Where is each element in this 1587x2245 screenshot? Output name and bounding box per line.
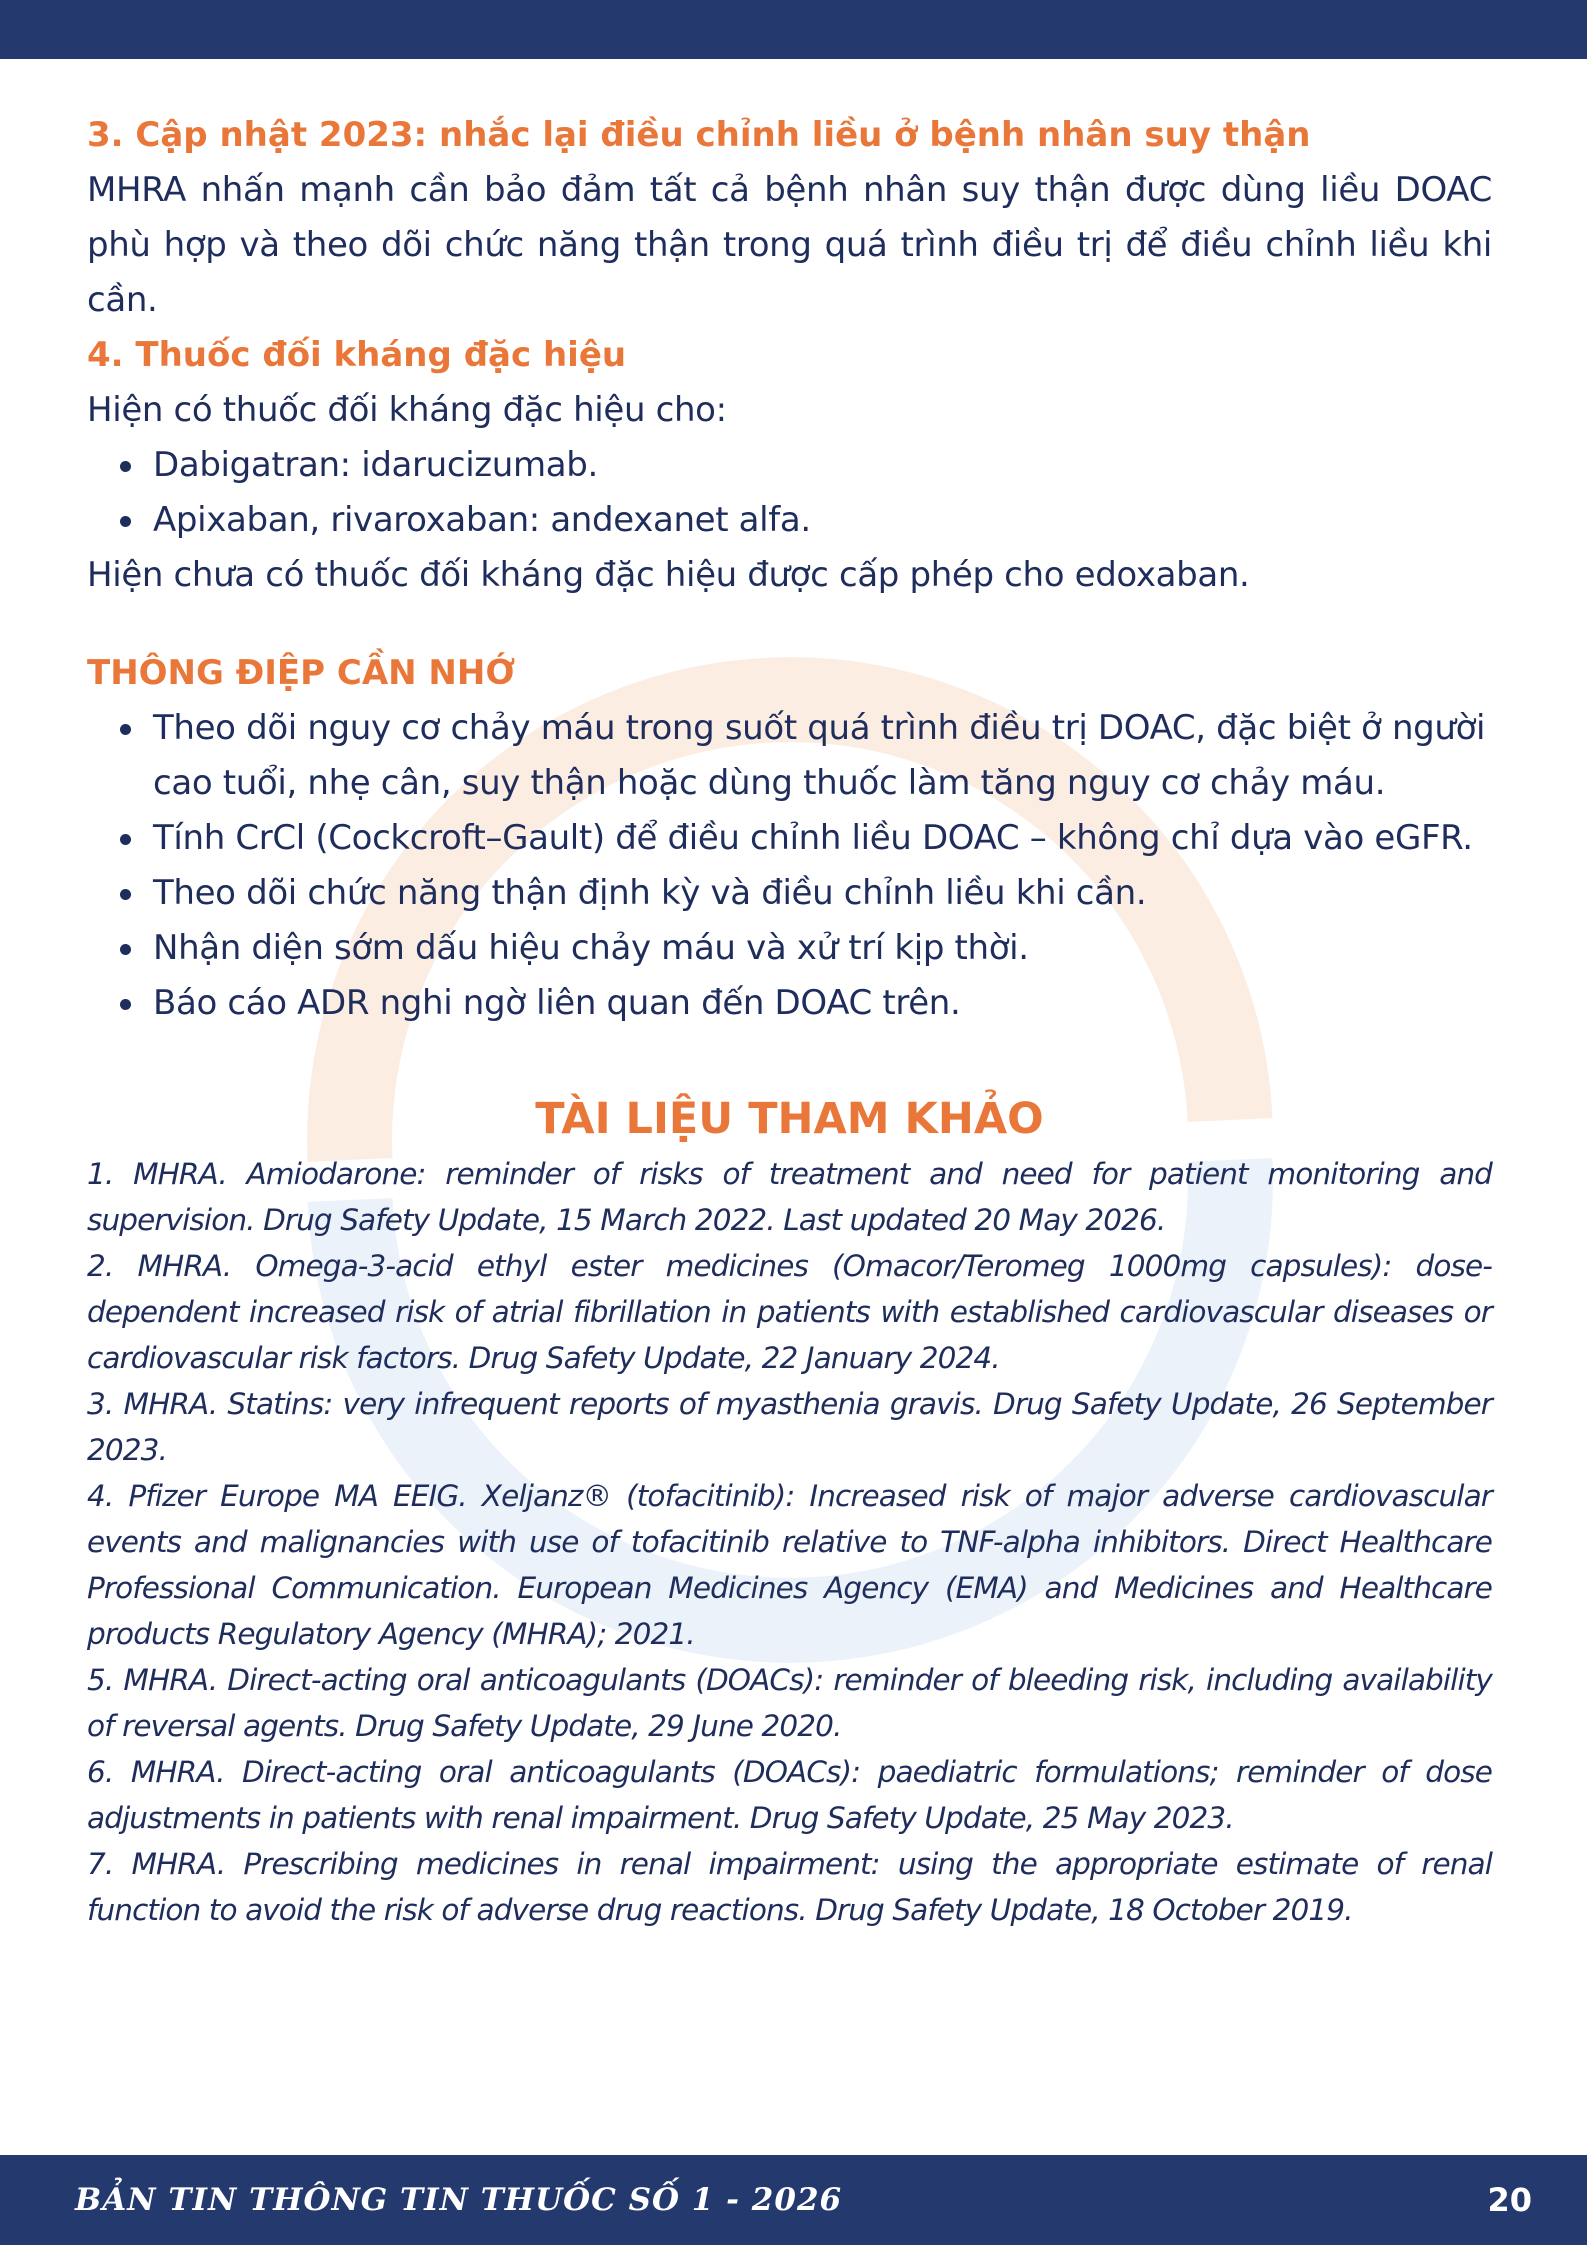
reference-item: 4. Pfizer Europe MA EEIG. Xeljanz® (tofacitinib): Increased risk of major adverse cardiovascular events and malignancies with use of tofacitinib relative to TNF-alpha inhibitors. Direct Healthcare Professional Communication. European Medicines Agency (EMA) and Medicines and Healthcare products Regulatory Agency (MHRA); 2021. bbox=[87, 1479, 1492, 1651]
list-item bbox=[87, 976, 1492, 1031]
bullet-icon bbox=[120, 999, 131, 1010]
footer-title: BẢN TIN THÔNG TIN THUỐC SỐ 1 - 2026 bbox=[75, 2182, 843, 2218]
section4-outro: Hiện chưa có thuốc đối kháng đặc hiệu được cấp phép cho edoxaban. bbox=[87, 555, 1250, 595]
bullet-icon bbox=[120, 516, 131, 527]
reference-item: 2. MHRA. Omega-3-acid ethyl ester medicines (Omacor/Teromeg 1000mg capsules): dose-dependent increased risk of atrial fibrillation in patients with established cardiovascular diseases or cardiovascular risk factors. Drug Safety Update, 22 January 2024. bbox=[87, 1249, 1492, 1375]
list-item bbox=[87, 438, 1492, 493]
list-item-text: Apixaban, rivaroxaban: andexanet alfa. bbox=[153, 500, 811, 540]
reference-item: 3. MHRA. Statins: very infrequent reports of myasthenia gravis. Drug Safety Update, 26 September 2023. bbox=[87, 1387, 1492, 1467]
bullet-icon bbox=[120, 889, 131, 900]
list-item-text: Theo dõi chức năng thận định kỳ và điều chỉnh liều khi cần. bbox=[153, 873, 1147, 913]
header-bar bbox=[0, 0, 1587, 59]
list-item bbox=[87, 811, 1492, 866]
list-item-text: Nhận diện sớm dấu hiệu chảy máu và xử trí kịp thời. bbox=[153, 928, 1029, 968]
key-messages-list bbox=[87, 701, 1492, 1031]
reference-item: 6. MHRA. Direct-acting oral anticoagulants (DOACs): paediatric formulations; reminder of dose adjustments in patients with renal impairment. Drug Safety Update, 25 May 2023. bbox=[87, 1755, 1492, 1835]
list-item bbox=[87, 921, 1492, 976]
section3-heading: 3. Cập nhật 2023: nhắc lại điều chỉnh liều ở bệnh nhân suy thận bbox=[87, 115, 1311, 155]
bullet-icon bbox=[120, 461, 131, 472]
references-heading: TÀI LIỆU THAM KHẢO bbox=[535, 1094, 1044, 1144]
section4-heading: 4. Thuốc đối kháng đặc hiệu bbox=[87, 335, 627, 375]
list-item-text: Báo cáo ADR nghi ngờ liên quan đến DOAC trên. bbox=[153, 983, 961, 1023]
list-item bbox=[87, 493, 1492, 548]
list-item bbox=[87, 701, 1492, 811]
key-messages-heading: THÔNG ĐIỆP CẦN NHỚ bbox=[87, 653, 516, 693]
page-content bbox=[87, 108, 1492, 1933]
reference-item: 1. MHRA. Amiodarone: reminder of risks of treatment and need for patient monitoring and supervision. Drug Safety Update, 15 March 2022. Last updated 20 May 2026. bbox=[87, 1157, 1492, 1237]
page-number: 20 bbox=[1487, 2181, 1532, 2219]
section4-intro: Hiện có thuốc đối kháng đặc hiệu cho: bbox=[87, 390, 727, 430]
bullet-icon bbox=[120, 834, 131, 845]
reference-item: 7. MHRA. Prescribing medicines in renal impairment: using the appropriate estimate of renal function to avoid the risk of adverse drug reactions. Drug Safety Update, 18 October 2019. bbox=[87, 1847, 1492, 1927]
footer-bar bbox=[0, 2155, 1587, 2245]
antidote-list bbox=[87, 438, 1492, 548]
bullet-icon bbox=[120, 944, 131, 955]
list-item-text: Theo dõi nguy cơ chảy máu trong suốt quá trình điều trị DOAC, đặc biệt ở người cao tuổi, nhẹ cân, suy thận hoặc dùng thuốc làm tăng nguy cơ chảy máu. bbox=[153, 708, 1486, 803]
reference-item: 5. MHRA. Direct-acting oral anticoagulants (DOACs): reminder of bleeding risk, including availability of reversal agents. Drug Safety Update, 29 June 2020. bbox=[87, 1663, 1492, 1743]
list-item-text: Dabigatran: idarucizumab. bbox=[153, 445, 598, 485]
list-item bbox=[87, 866, 1492, 921]
section3-body: MHRA nhấn mạnh cần bảo đảm tất cả bệnh nhân suy thận được dùng liều DOAC phù hợp và theo dõi chức năng thận trong quá trình điều trị để điều chỉnh liều khi cần. bbox=[87, 170, 1492, 320]
bullet-icon bbox=[120, 724, 131, 735]
list-item-text: Tính CrCl (Cockcroft–Gault) để điều chỉnh liều DOAC – không chỉ dựa vào eGFR. bbox=[153, 818, 1473, 858]
